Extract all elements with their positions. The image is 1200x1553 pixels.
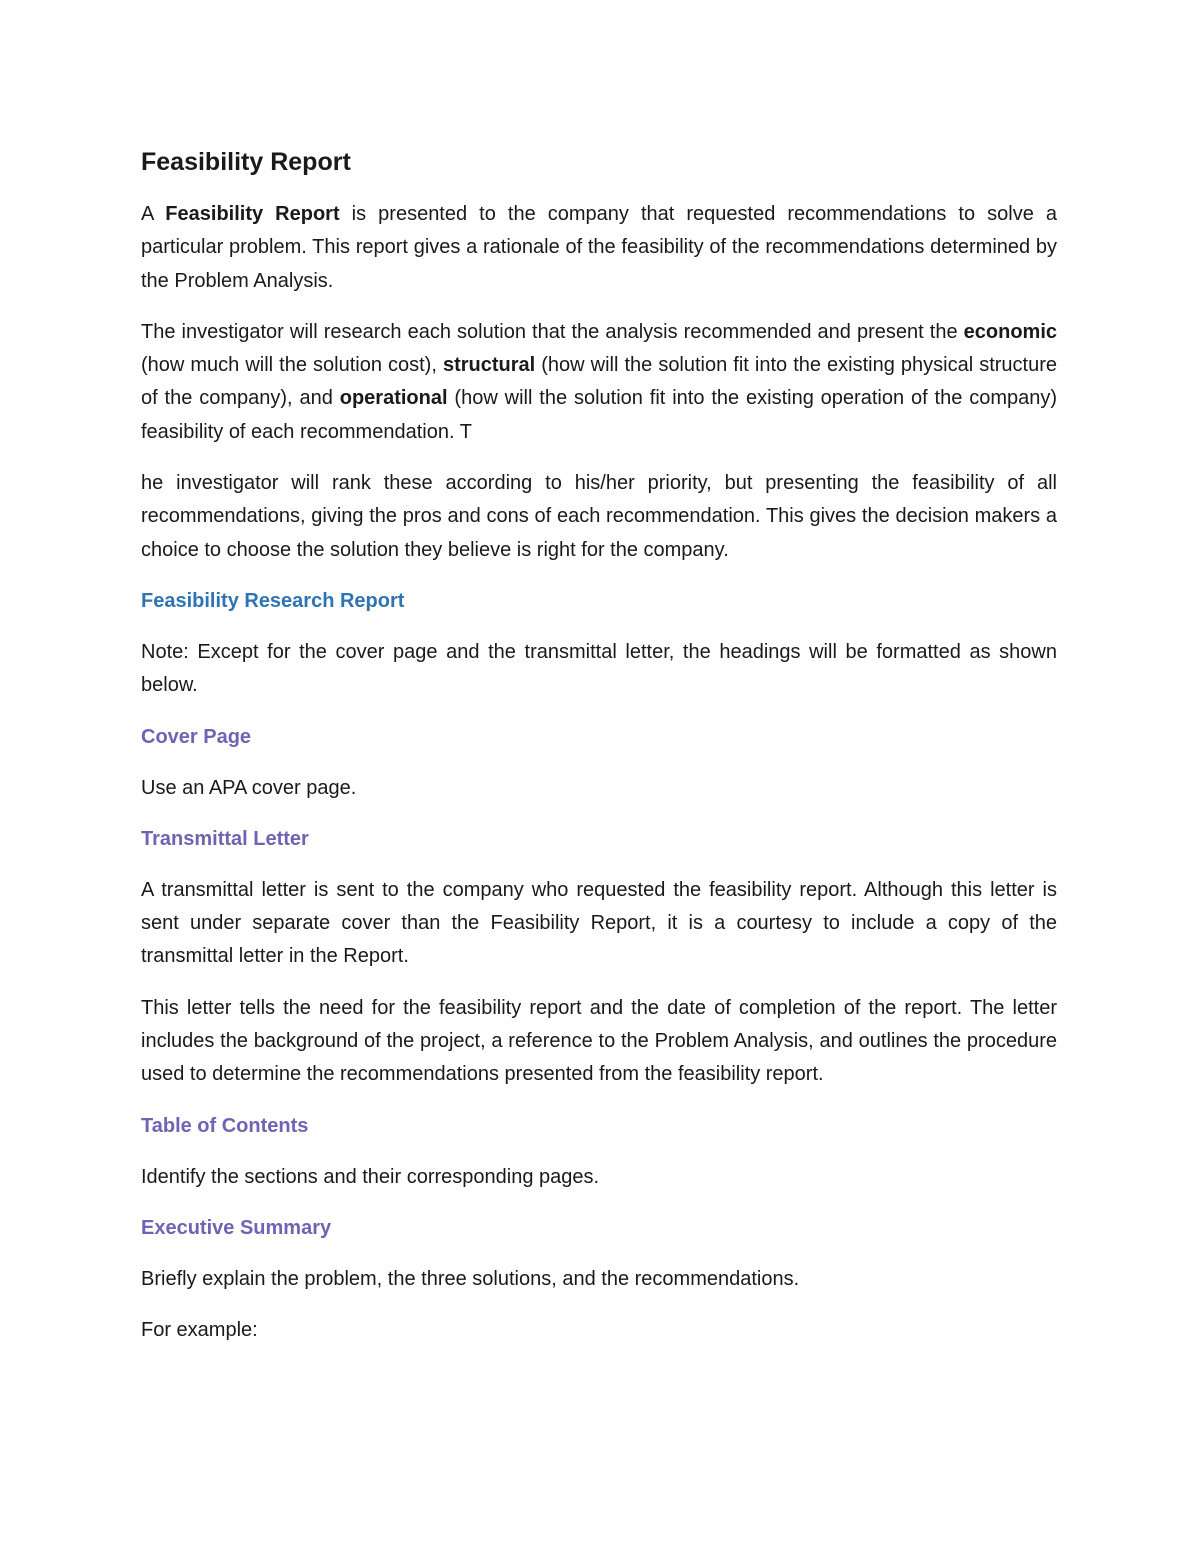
transmittal-paragraph-2: This letter tells the need for the feasibility report and the date of completion of the report. The letter includes the background of the project, a reference to the Problem Analysis, and outlines the procedure used to determine the recommendations presented from the feasibility report. — [141, 996, 1057, 1086]
heading-executive-summary: Executive Summary — [141, 1216, 332, 1239]
toc-text: Identify the sections and their corresponding pages. — [141, 1165, 600, 1188]
text-run: The investigator will research each solution that the analysis recommended and present the — [141, 320, 964, 343]
heading-cover-page: Cover Page — [141, 725, 252, 748]
heading-table-of-contents: Table of Contents — [141, 1114, 309, 1137]
text-run: (how will the solution fit into the existing operation of the company) feasibility of each recommendation. T — [141, 387, 1058, 443]
text-run: (how will the solution fit into the existing physical structure of the company), and — [141, 354, 1057, 410]
bold-term: Feasibility Report — [165, 203, 340, 225]
bold-term-structural: structural — [442, 354, 536, 377]
bold-term-operational: operational — [339, 387, 448, 410]
bold-term-economic: economic — [963, 320, 1057, 343]
text-run: is presented to the company that requested recommendations to solve a particular problem. This report gives a rationale of the feasibility of the recommendations determined by the Problem Analysis. — [141, 203, 1057, 292]
text-run: A — [141, 203, 166, 225]
document-page — [141, 140, 1057, 1366]
executive-summary-text: Briefly explain the problem, the three solutions, and the recommendations. — [141, 1267, 800, 1290]
page-title: Feasibility Report — [141, 148, 351, 176]
text-run: (how much will the solution cost), — [141, 354, 443, 377]
heading-transmittal-letter: Transmittal Letter — [141, 827, 309, 850]
intro-paragraph-3: he investigator will rank these according to his/her priority, but presenting the feasibility of all recommendations, giving the pros and cons of each recommendation. This gives the decision makers a choice to choose the solution they believe is right for the company. — [141, 472, 1057, 561]
intro-paragraph-2 — [141, 316, 1057, 449]
heading-feasibility-research-report: Feasibility Research Report — [141, 589, 405, 612]
transmittal-paragraph-1: A transmittal letter is sent to the company who requested the feasibility report. Although this letter is sent under separate cover than the Feasibility Report, it is a courtesy to include a copy of the transmittal letter in the Report. — [141, 878, 1057, 968]
intro-paragraph-1 — [141, 198, 1057, 298]
cover-page-text: Use an APA cover page. — [141, 776, 357, 799]
note-paragraph: Note: Except for the cover page and the transmittal letter, the headings will be formatted as shown below. — [141, 640, 1057, 697]
for-example-text: For example: — [141, 1319, 258, 1342]
